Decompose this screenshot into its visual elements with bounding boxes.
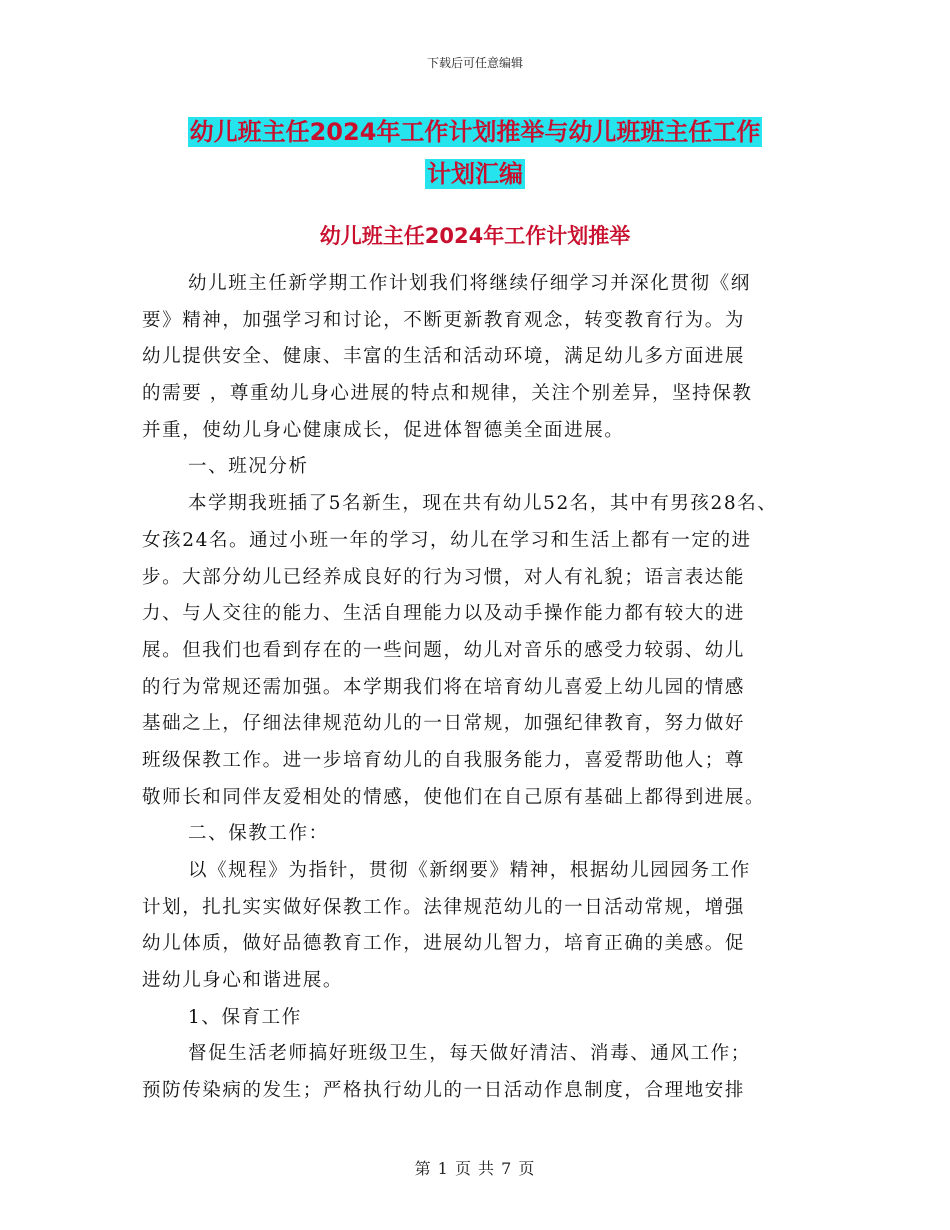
paragraph-line: 本学期我班插了5名新生，现在共有幼儿52名，其中有男孩28名、	[188, 493, 778, 515]
paragraph-line: 幼儿体质，做好品德教育工作，进展幼儿智力，培育正确的美感。促	[142, 933, 746, 955]
header-note: 下载后可任意编辑	[426, 56, 523, 70]
paragraph-line: 幼儿提供安全、健康、丰富的生活和活动环境，满足幼儿多方面进展	[142, 346, 746, 368]
paragraph-line: 力、与人交往的能力、生活自理能力以及动手操作能力都有较大的进	[142, 603, 746, 625]
document-title-line-1: 幼儿班主任2024年工作计划推举与幼儿班班主任工作	[189, 118, 761, 146]
paragraph-line: 幼儿班主任新学期工作计划我们将继续仔细学习并深化贯彻《纲	[188, 273, 751, 294]
paragraph-line: 女孩24名。通过小班一年的学习，幼儿在学习和生活上都有一定的进	[142, 529, 752, 551]
paragraph-line: 计划，扎扎实实做好保教工作。法律规范幼儿的一日活动常规，增强	[142, 896, 746, 918]
section-heading: 二、保教工作：	[188, 823, 329, 845]
paragraph-line: 督促生活老师搞好班级卫生，每天做好清洁、消毒、通风工作；	[188, 1043, 751, 1065]
paragraph-line: 以《规程》为指针，贯彻《新纲要》精神，根据幼儿园园务工作	[188, 860, 751, 881]
paragraph-line: 班级保教工作。进一步培育幼儿的自我服务能力，喜爱帮助他人；尊	[142, 749, 746, 771]
paragraph-line: 敬师长和同伴友爱相处的情感，使他们在自己原有基础上都得到进展。	[142, 786, 766, 808]
paragraph-line: 的行为常规还需加强。本学期我们将在培育幼儿喜爱上幼儿园的情感	[142, 676, 746, 698]
paragraph-line: 基础之上，仔细法律规范幼儿的一日常规，加强纪律教育，努力做好	[142, 713, 746, 735]
body-text	[142, 266, 832, 1110]
paragraph-line: 并重，使幼儿身心健康成长，促进体智德美全面进展。	[142, 419, 625, 441]
page-footer: 第 1 页 共 7 页	[414, 1159, 536, 1178]
paragraph-line: 预防传染病的发生；严格执行幼儿的一日活动作息制度，合理地安排	[142, 1080, 746, 1102]
paragraph-line: 的需要 ，尊重幼儿身心进展的特点和规律，关注个别差异，坚持保教	[142, 383, 753, 405]
section-title: 幼儿班主任2024年工作计划推举	[319, 224, 631, 248]
paragraph-line: 步。大部分幼儿已经养成良好的行为习惯，对人有礼貌；语言表达能	[142, 566, 746, 588]
document-title-line-2: 计划汇编	[427, 160, 523, 188]
section-heading: 1、保育工作	[188, 1006, 302, 1028]
paragraph-line: 要》精神，加强学习和讨论，不断更新教育观念，转变教育行为。为	[142, 309, 746, 331]
paragraph-line: 展。但我们也看到存在的一些问题，幼儿对音乐的感受力较弱、幼儿	[142, 639, 746, 661]
paragraph-line: 进幼儿身心和谐进展。	[142, 970, 344, 992]
section-heading: 一、班况分析	[188, 456, 309, 478]
